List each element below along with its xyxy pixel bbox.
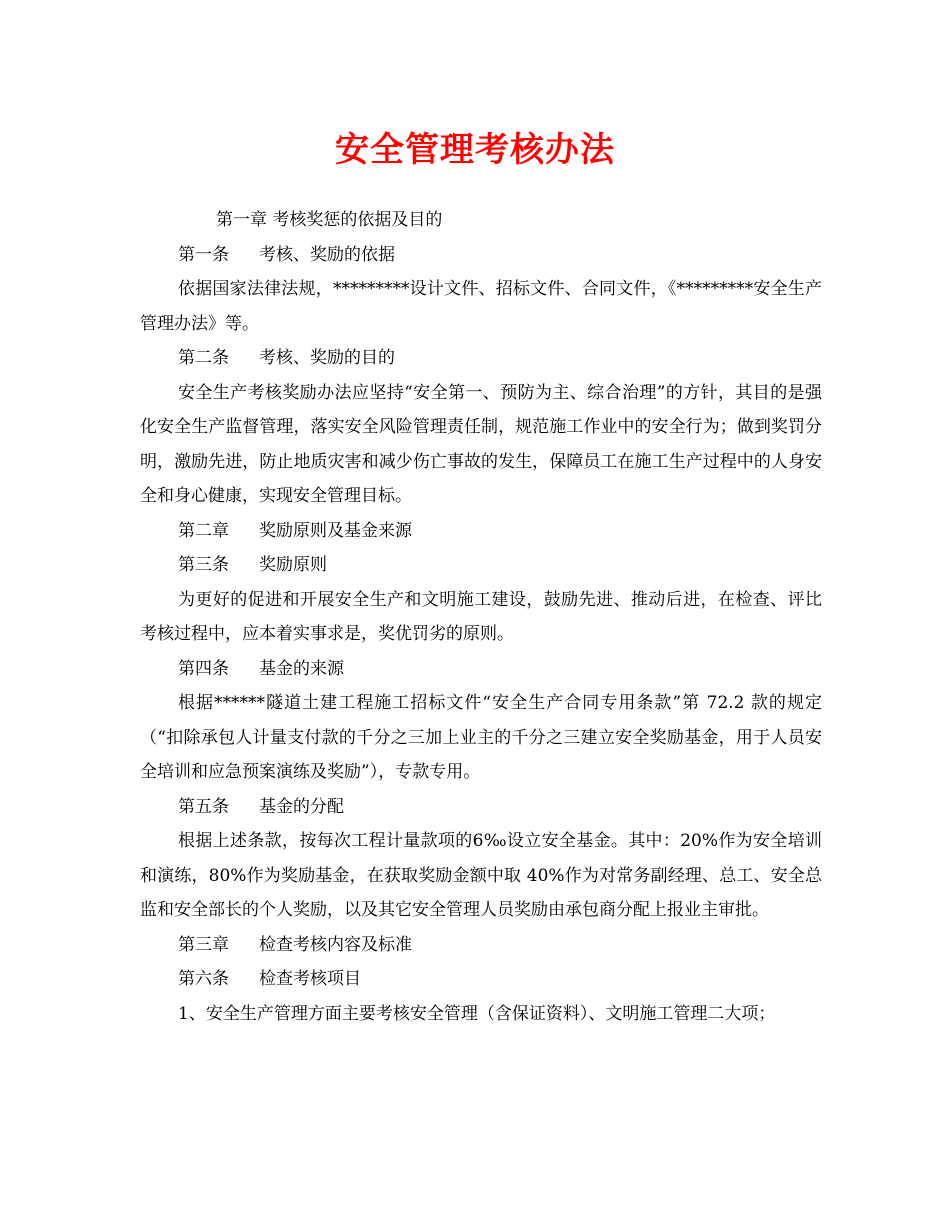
article-title: 奖励原则 bbox=[259, 555, 327, 575]
article-number: 第二条 bbox=[178, 348, 229, 368]
article-5-text: 根据上述条款，按每次工程计量款项的6‰设立安全基金。其中：20%作为安全培训和演练，80%作为奖励基金，在获取奖励金额中取 40%作为对常务副经理、总工、安全总监和安全部长的个人奖励，以及其它安全管理人员奖励由承包商分配上报业主审批。 bbox=[140, 831, 822, 920]
chapter-1-heading: 第一章 考核奖惩的依据及目的 bbox=[216, 210, 443, 230]
article-number: 第四条 bbox=[178, 658, 229, 679]
chapter-3-heading bbox=[140, 928, 822, 963]
article-1-heading bbox=[140, 238, 822, 273]
article-2-text: 安全生产考核奖励办法应坚持“安全第一、预防为主、综合治理”的方针，其目的是强化安全生产监督管理，落实安全风险管理责任制，规范施工作业中的安全行为；做到奖罚分明，激励先进，防止地质灾害和减少伤亡事故的发生，保障员工在施工生产过程中的人身安全和身心健康，实现安全管理目标。 bbox=[140, 382, 822, 506]
article-number: 第六条 bbox=[178, 969, 229, 989]
chapter-number: 第二章 bbox=[178, 520, 229, 541]
article-6-text: 1、安全生产管理方面主要考核安全管理（含保证资料）、文明施工管理二大项； bbox=[178, 1003, 776, 1024]
article-3-heading bbox=[140, 548, 822, 583]
article-6-heading bbox=[140, 962, 822, 997]
article-4-text: 根据******隧道土建工程施工招标文件“安全生产合同专用条款”第 72.2 款的规定（“扣除承包人计量支付款的千分之三加上业主的千分之三建立安全奖励基金，用于人员安全培训和应急预案演练及奖励”），专款专用。 bbox=[140, 693, 822, 782]
chapter-title: 奖励原则及基金来源 bbox=[259, 520, 412, 541]
article-5-heading bbox=[140, 790, 822, 825]
article-number: 第三条 bbox=[178, 555, 229, 575]
article-title: 考核、奖励的依据 bbox=[259, 244, 395, 265]
article-4-heading bbox=[140, 652, 822, 687]
article-title: 检查考核项目 bbox=[259, 969, 361, 989]
chapter-title: 检查考核内容及标准 bbox=[259, 934, 412, 955]
article-number: 第一条 bbox=[178, 244, 229, 265]
article-number: 第五条 bbox=[178, 796, 229, 817]
article-title: 基金的来源 bbox=[259, 658, 344, 679]
article-1-text: 依据国家法律法规，*********设计文件、招标文件、合同文件，《*********安全生产管理办法》等。 bbox=[140, 279, 822, 334]
article-title: 基金的分配 bbox=[259, 796, 344, 817]
document-body bbox=[140, 203, 822, 1031]
article-2-heading bbox=[140, 341, 822, 376]
chapter-number: 第三章 bbox=[178, 934, 229, 955]
document-title: 安全管理考核办法 bbox=[335, 130, 615, 170]
chapter-2-heading bbox=[140, 514, 822, 549]
article-title: 考核、奖励的目的 bbox=[259, 348, 395, 368]
article-3-text: 为更好的促进和开展安全生产和文明施工建设，鼓励先进、推动后进，在检查、评比考核过程中，应本着实事求是，奖优罚劣的原则。 bbox=[140, 589, 822, 644]
